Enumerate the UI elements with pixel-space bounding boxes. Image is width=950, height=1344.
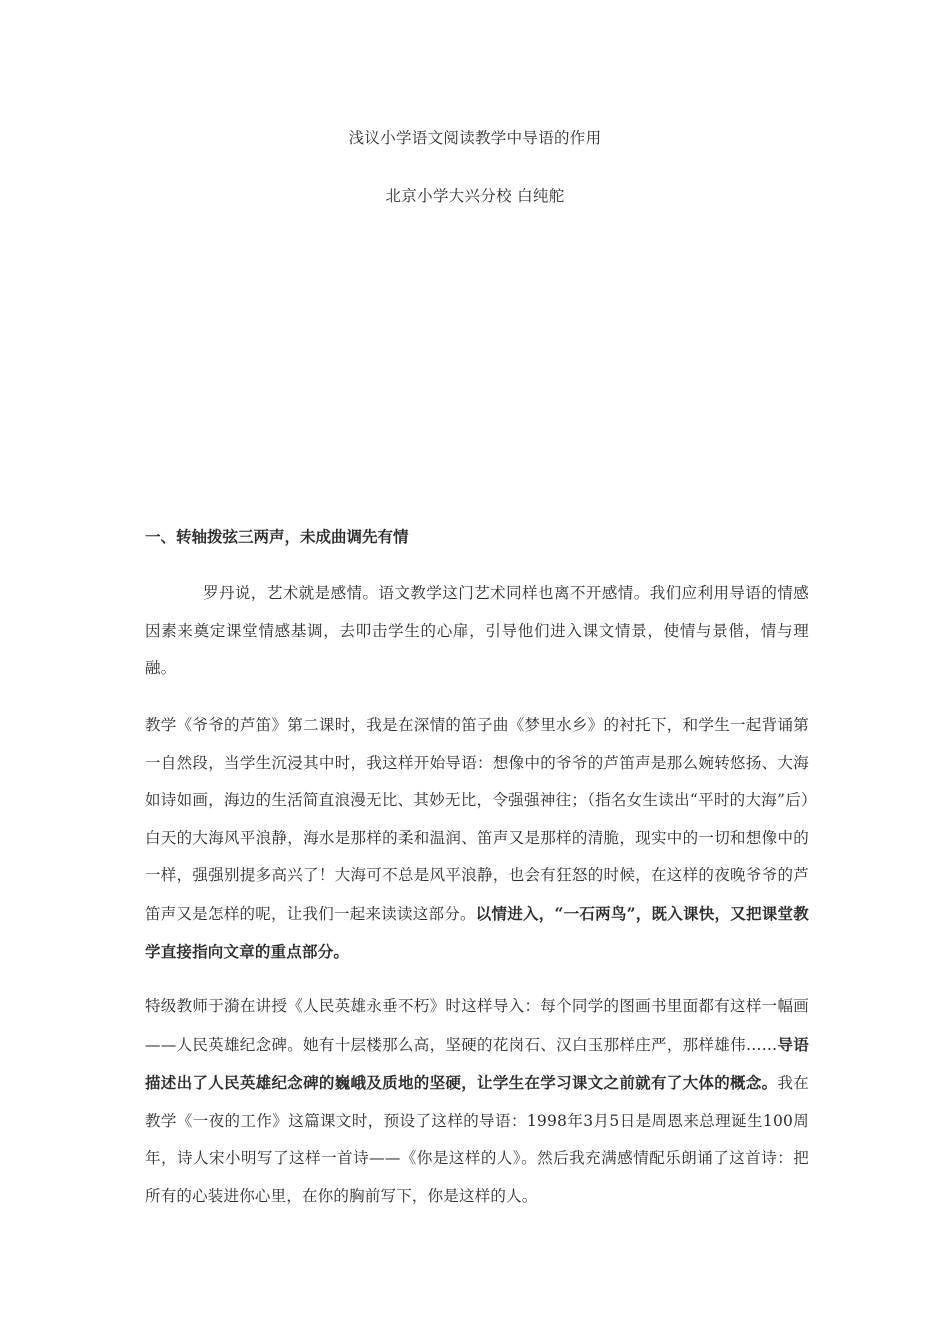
paragraph-1: 罗丹说，艺术就是感情。语文教学这门艺术同样也离不开感情。我们应利用导语的情感因素来奠定课堂情感基调，去叩击学生的心扉，引导他们进入课文情景，使情与景偕，情与理融。	[145, 584, 809, 677]
document-author: 北京小学大兴分校 白纯舵	[385, 187, 565, 205]
paragraph-2-bold: 以情进入，“一石两鸟”，既入课快，又把课堂教学直接指向文章的重点部分。	[145, 903, 809, 961]
document-title: 浅议小学语文阅读教学中导语的作用	[348, 129, 602, 147]
paragraph-3-text-2: 我在教学《一夜的工作》这篇课文时，预设了这样的导语：1998年3月5日是周恩来总理诞生100周年，诗人宋小明写了这样一首诗——《你是这样的人》。然后我充满感情配乐朗诵了这首诗：把所有的心装进你心里，在你的胸前写下，你是这样的人。	[145, 1074, 809, 1205]
paragraph-3-bold: 导语描述出了人民英雄纪念碑的巍峨及质地的坚硬，让学生在学习课文之前就有了大体的概念。	[145, 1034, 809, 1092]
paragraph-3-text-1: 特级教师于漪在讲授《人民英雄永垂不朽》时这样导入：每个同学的图画书里面都有这样一幅画——人民英雄纪念碑。她有十层楼那么高，坚硬的花岗石、汉白玉那样庄严，那样雄伟……	[145, 997, 809, 1054]
paragraph-2	[145, 707, 809, 972]
paragraph-2-text: 教学《爷爷的芦笛》第二课时，我是在深情的笛子曲《梦里水乡》的衬托下，和学生一起背诵第一自然段，当学生沉浸其中时，我这样开始导语：想像中的爷爷的芦笛声是那么婉转悠扬、大海如诗如画，海边的生活简直浪漫无比、其妙无比，令强强神往；（指名女生读出“平时的大海”后）白天的大海风平浪静，海水是那样的柔和温润、笛声又是那样的清脆，现实中的一切和想像中的一样，强强别提多高兴了！大海可不总是风平浪静，也会有狂怒的时候，在这样的夜晚爷爷的芦笛声又是怎样的呢，让我们一起来读读这部分。	[145, 716, 809, 923]
section-heading: 一、转轴拨弦三两声，未成曲调先有情	[145, 528, 409, 546]
paragraph-3	[145, 988, 809, 1215]
